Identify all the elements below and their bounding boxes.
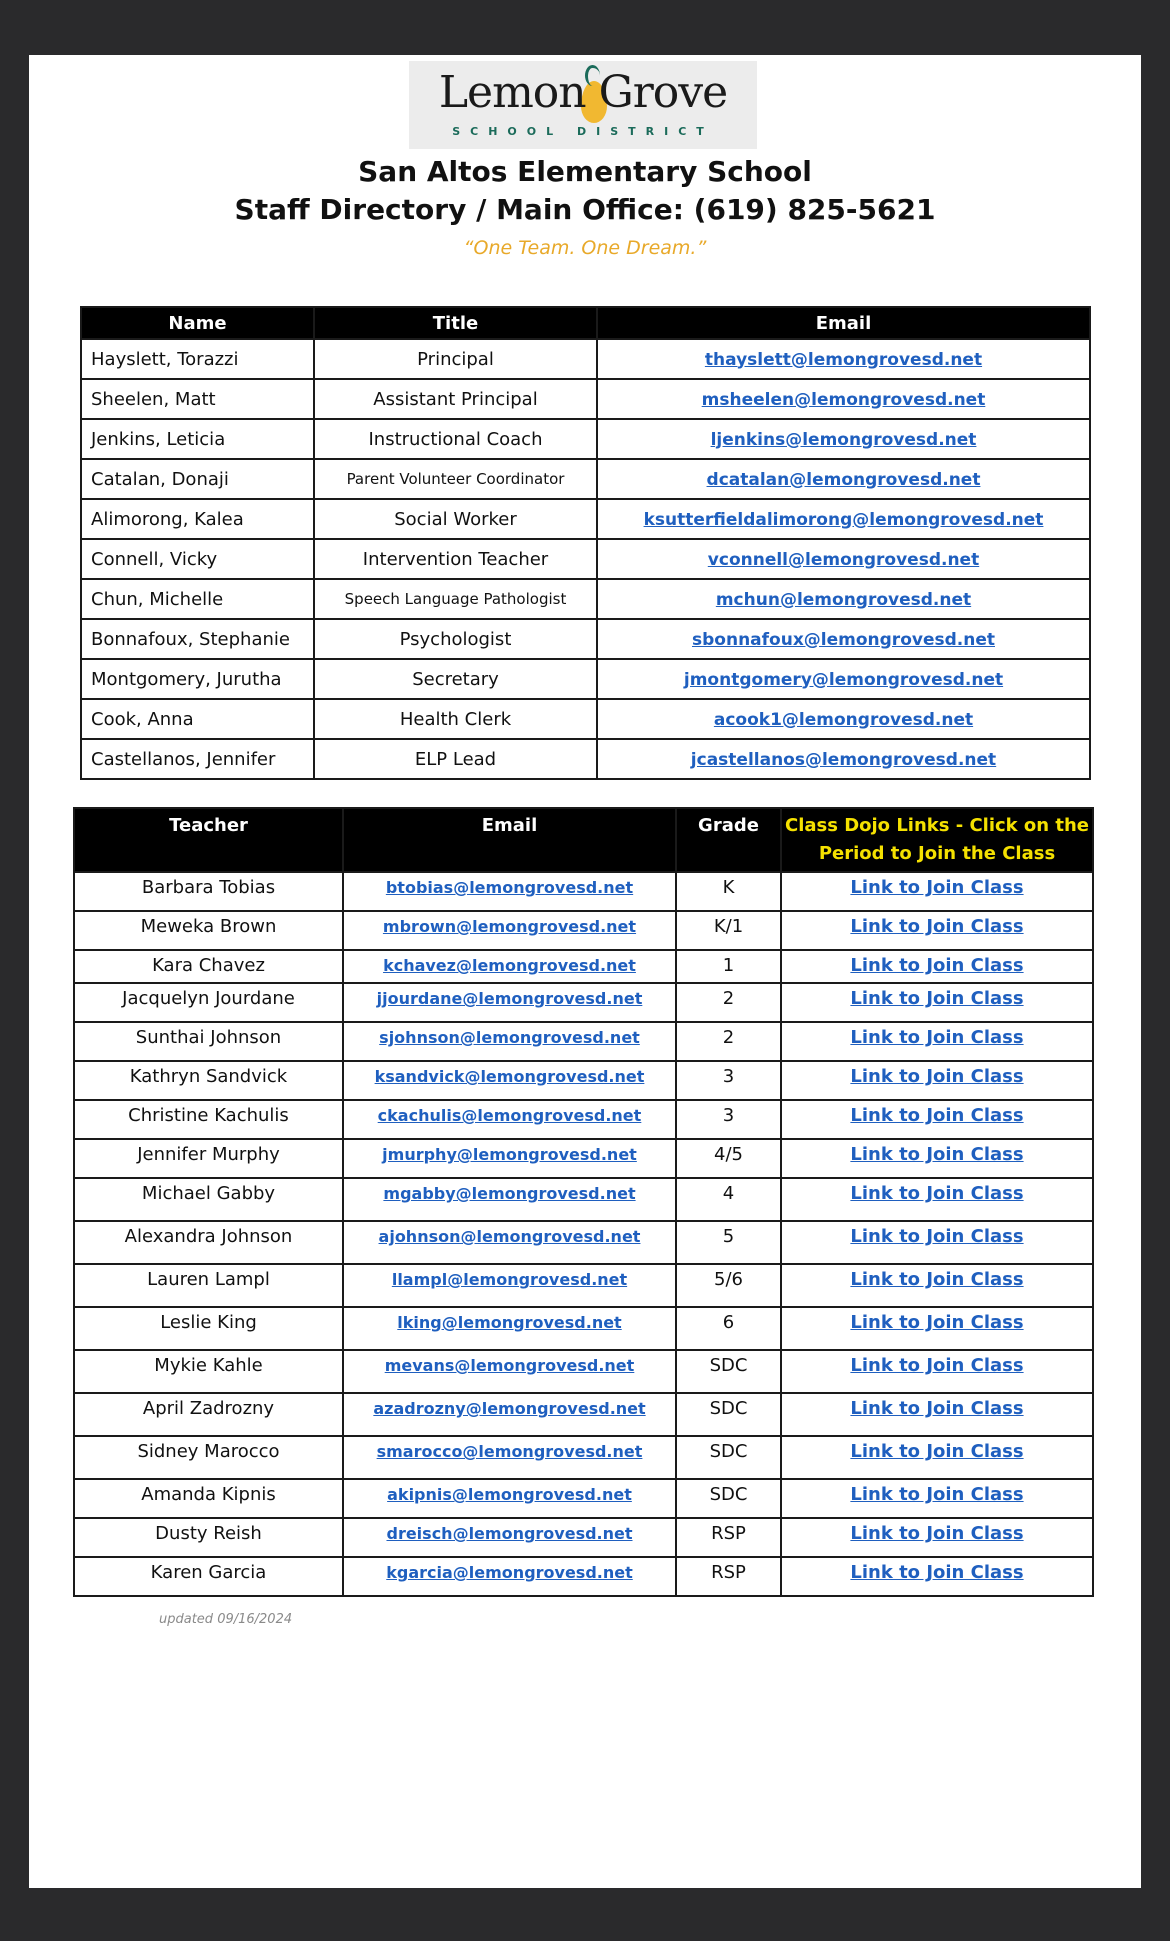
staff-name: Connell, Vicky	[81, 539, 314, 579]
teacher-grade: RSP	[676, 1557, 781, 1596]
email-link[interactable]: jjourdane@lemongrovesd.net	[376, 989, 643, 1008]
teacher-email-cell	[343, 1100, 676, 1139]
staff-header-row	[81, 307, 1090, 339]
teacher-email-cell	[343, 1350, 676, 1393]
teacher-name: Christine Kachulis	[74, 1100, 343, 1139]
dojo-link-cell	[781, 1350, 1093, 1393]
teacher-email-cell	[343, 1139, 676, 1178]
table-row	[74, 1221, 1093, 1264]
staff-name: Hayslett, Torazzi	[81, 339, 314, 379]
teacher-name: Karen Garcia	[74, 1557, 343, 1596]
email-link[interactable]: dcatalan@lemongrovesd.net	[706, 469, 981, 490]
table-row	[81, 499, 1090, 539]
teacher-grade: SDC	[676, 1479, 781, 1518]
table-row	[74, 1264, 1093, 1307]
staff-title: Social Worker	[314, 499, 597, 539]
staff-title: Principal	[314, 339, 597, 379]
join-class-link[interactable]: Link to Join Class	[850, 988, 1024, 1009]
table-row	[74, 1100, 1093, 1139]
directory-title: Staff Directory / Main Office: (619) 825-5621	[234, 193, 936, 226]
teacher-name: Sidney Marocco	[74, 1436, 343, 1479]
staff-title: ELP Lead	[314, 739, 597, 779]
staff-name: Chun, Michelle	[81, 579, 314, 619]
staff-table	[80, 306, 1091, 780]
logo-wordmark: Lemon Grove	[438, 67, 728, 118]
staff-title: Parent Volunteer Coordinator	[314, 459, 597, 499]
table-row	[81, 419, 1090, 459]
table-row	[81, 579, 1090, 619]
dojo-link-cell	[781, 872, 1093, 911]
teacher-email-cell	[343, 1557, 676, 1596]
teacher-email-cell	[343, 1307, 676, 1350]
email-link[interactable]: btobias@lemongrovesd.net	[385, 878, 634, 897]
teacher-grade: 3	[676, 1061, 781, 1100]
staff-title: Intervention Teacher	[314, 539, 597, 579]
teacher-grade: 4	[676, 1178, 781, 1221]
table-row	[74, 872, 1093, 911]
staff-name: Sheelen, Matt	[81, 379, 314, 419]
join-class-link[interactable]: Link to Join Class	[850, 1441, 1024, 1462]
join-class-link[interactable]: Link to Join Class	[850, 1398, 1024, 1419]
dojo-link-cell	[781, 1264, 1093, 1307]
teacher-grade: SDC	[676, 1436, 781, 1479]
teacher-email-cell	[343, 1393, 676, 1436]
staff-title: Psychologist	[314, 619, 597, 659]
teacher-email-cell	[343, 1061, 676, 1100]
join-class-link[interactable]: Link to Join Class	[850, 1027, 1024, 1048]
staff-email-cell	[597, 379, 1090, 419]
staff-email-cell	[597, 499, 1090, 539]
email-link[interactable]: ksutterfieldalimorong@lemongrovesd.net	[643, 509, 1044, 530]
join-class-link[interactable]: Link to Join Class	[850, 1484, 1024, 1505]
dojo-link-cell	[781, 1479, 1093, 1518]
teacher-name: Sunthai Johnson	[74, 1022, 343, 1061]
dojo-link-cell	[781, 983, 1093, 1022]
staff-email-cell	[597, 339, 1090, 379]
teacher-grade: 1	[676, 950, 781, 983]
join-class-link[interactable]: Link to Join Class	[850, 1355, 1024, 1376]
email-link[interactable]: sjohnson@lemongrovesd.net	[379, 1028, 640, 1047]
join-class-link[interactable]: Link to Join Class	[850, 1144, 1024, 1165]
email-link[interactable]: llampl@lemongrovesd.net	[391, 1270, 628, 1289]
table-row	[81, 659, 1090, 699]
email-link[interactable]: ajohnson@lemongrovesd.net	[378, 1227, 641, 1246]
staff-name: Bonnafoux, Stephanie	[81, 619, 314, 659]
dojo-link-cell	[781, 1139, 1093, 1178]
table-row	[81, 379, 1090, 419]
staff-name: Cook, Anna	[81, 699, 314, 739]
table-row	[74, 911, 1093, 950]
email-link[interactable]: mbrown@lemongrovesd.net	[382, 917, 637, 936]
teacher-header-row	[74, 808, 1093, 872]
updated-date: updated 09/16/2024	[159, 1612, 293, 1627]
table-row	[74, 1436, 1093, 1479]
email-link[interactable]: smarocco@lemongrovesd.net	[376, 1442, 643, 1461]
table-row	[81, 619, 1090, 659]
teacher-name: Michael Gabby	[74, 1178, 343, 1221]
dojo-link-cell	[781, 1061, 1093, 1100]
header-email: Email	[597, 307, 1090, 339]
email-link[interactable]: jcastellanos@lemongrovesd.net	[690, 749, 997, 770]
teacher-email-cell	[343, 1479, 676, 1518]
teacher-name: Lauren Lampl	[74, 1264, 343, 1307]
email-link[interactable]: akipnis@lemongrovesd.net	[387, 1485, 632, 1504]
staff-email-cell	[597, 659, 1090, 699]
dojo-link-cell	[781, 1178, 1093, 1221]
dojo-link-cell	[781, 1100, 1093, 1139]
teacher-name: Alexandra Johnson	[74, 1221, 343, 1264]
district-logo	[409, 61, 757, 149]
table-row	[74, 1479, 1093, 1518]
table-row	[74, 1022, 1093, 1061]
teacher-grade: SDC	[676, 1350, 781, 1393]
email-link[interactable]: acook1@lemongrovesd.net	[713, 709, 974, 730]
teacher-grade: SDC	[676, 1393, 781, 1436]
join-class-link[interactable]: Link to Join Class	[850, 1312, 1024, 1333]
table-row	[81, 739, 1090, 779]
email-link[interactable]: jmurphy@lemongrovesd.net	[382, 1145, 637, 1164]
teacher-name: Barbara Tobias	[74, 872, 343, 911]
staff-title: Health Clerk	[314, 699, 597, 739]
join-class-link[interactable]: Link to Join Class	[850, 1523, 1024, 1544]
table-row	[81, 699, 1090, 739]
staff-email-cell	[597, 419, 1090, 459]
staff-email-cell	[597, 619, 1090, 659]
header-dojo-links: Class Dojo Links - Click on the Period to Join the Class	[781, 808, 1093, 872]
teacher-grade: RSP	[676, 1518, 781, 1557]
table-row	[74, 1557, 1093, 1596]
email-link[interactable]: dreisch@lemongrovesd.net	[386, 1524, 633, 1543]
staff-email-cell	[597, 699, 1090, 739]
table-row	[74, 1393, 1093, 1436]
email-link[interactable]: jmontgomery@lemongrovesd.net	[683, 669, 1004, 690]
dojo-link-cell	[781, 911, 1093, 950]
table-row	[74, 1061, 1093, 1100]
dojo-link-cell	[781, 1221, 1093, 1264]
teacher-grade: 5	[676, 1221, 781, 1264]
teacher-grade: 3	[676, 1100, 781, 1139]
staff-title: Assistant Principal	[314, 379, 597, 419]
email-link[interactable]: lking@lemongrovesd.net	[397, 1313, 622, 1332]
join-class-link[interactable]: Link to Join Class	[850, 1269, 1024, 1290]
dojo-link-cell	[781, 1518, 1093, 1557]
table-row	[74, 1178, 1093, 1221]
dojo-link-cell	[781, 950, 1093, 983]
staff-title: Speech Language Pathologist	[314, 579, 597, 619]
teacher-email-cell	[343, 1221, 676, 1264]
staff-name: Catalan, Donaji	[81, 459, 314, 499]
teacher-email-cell	[343, 1518, 676, 1557]
teacher-name: Leslie King	[74, 1307, 343, 1350]
header-title: Title	[314, 307, 597, 339]
logo-subtitle: SCHOOL DISTRICT	[452, 125, 714, 138]
teacher-name: Kathryn Sandvick	[74, 1061, 343, 1100]
table-row	[74, 950, 1093, 983]
teacher-grade: 4/5	[676, 1139, 781, 1178]
teacher-table	[73, 807, 1094, 1597]
dojo-link-cell	[781, 1393, 1093, 1436]
join-class-link[interactable]: Link to Join Class	[850, 955, 1024, 976]
teacher-email-cell	[343, 872, 676, 911]
school-name: San Altos Elementary School	[358, 155, 812, 188]
join-class-link[interactable]: Link to Join Class	[850, 1105, 1024, 1126]
teacher-name: April Zadrozny	[74, 1393, 343, 1436]
email-link[interactable]: vconnell@lemongrovesd.net	[707, 549, 980, 570]
staff-name: Jenkins, Leticia	[81, 419, 314, 459]
teacher-name: Kara Chavez	[74, 950, 343, 983]
join-class-link[interactable]: Link to Join Class	[850, 1226, 1024, 1247]
staff-name: Montgomery, Jurutha	[81, 659, 314, 699]
table-row	[74, 1350, 1093, 1393]
email-link[interactable]: kgarcia@lemongrovesd.net	[386, 1563, 633, 1582]
join-class-link[interactable]: Link to Join Class	[850, 1562, 1024, 1583]
table-row	[81, 459, 1090, 499]
teacher-name: Amanda Kipnis	[74, 1479, 343, 1518]
teacher-name: Mykie Kahle	[74, 1350, 343, 1393]
join-class-link[interactable]: Link to Join Class	[850, 1183, 1024, 1204]
staff-email-cell	[597, 539, 1090, 579]
staff-email-cell	[597, 739, 1090, 779]
teacher-name: Jennifer Murphy	[74, 1139, 343, 1178]
header-name: Name	[81, 307, 314, 339]
join-class-link[interactable]: Link to Join Class	[850, 1066, 1024, 1087]
teacher-email-cell	[343, 1436, 676, 1479]
email-link[interactable]: mgabby@lemongrovesd.net	[383, 1184, 636, 1203]
dojo-link-cell	[781, 1557, 1093, 1596]
table-row	[74, 1139, 1093, 1178]
dojo-link-cell	[781, 1436, 1093, 1479]
dojo-link-cell	[781, 1022, 1093, 1061]
teacher-name: Dusty Reish	[74, 1518, 343, 1557]
teacher-email-cell	[343, 1264, 676, 1307]
table-row	[74, 1518, 1093, 1557]
staff-title: Instructional Coach	[314, 419, 597, 459]
header-email: Email	[343, 808, 676, 872]
email-link[interactable]: ckachulis@lemongrovesd.net	[377, 1106, 642, 1125]
staff-email-cell	[597, 459, 1090, 499]
document-page	[29, 55, 1141, 1888]
teacher-email-cell	[343, 1022, 676, 1061]
staff-name: Alimorong, Kalea	[81, 499, 314, 539]
teacher-name: Jacquelyn Jourdane	[74, 983, 343, 1022]
teacher-grade: K	[676, 872, 781, 911]
table-row	[74, 983, 1093, 1022]
teacher-grade: K/1	[676, 911, 781, 950]
teacher-email-cell	[343, 950, 676, 983]
header-grade: Grade	[676, 808, 781, 872]
email-link[interactable]: ksandvick@lemongrovesd.net	[374, 1067, 645, 1086]
dojo-link-cell	[781, 1307, 1093, 1350]
table-row	[74, 1307, 1093, 1350]
email-link[interactable]: ljenkins@lemongrovesd.net	[710, 429, 977, 450]
staff-title: Secretary	[314, 659, 597, 699]
teacher-email-cell	[343, 911, 676, 950]
staff-name: Castellanos, Jennifer	[81, 739, 314, 779]
email-link[interactable]: azadrozny@lemongrovesd.net	[373, 1399, 646, 1418]
join-class-link[interactable]: Link to Join Class	[850, 877, 1024, 898]
teacher-grade: 5/6	[676, 1264, 781, 1307]
teacher-email-cell	[343, 983, 676, 1022]
email-link[interactable]: mevans@lemongrovesd.net	[384, 1356, 635, 1375]
email-link[interactable]: thayslett@lemongrovesd.net	[704, 349, 983, 370]
teacher-email-cell	[343, 1178, 676, 1221]
table-row	[81, 539, 1090, 579]
teacher-grade: 2	[676, 1022, 781, 1061]
email-link[interactable]: msheelen@lemongrovesd.net	[701, 389, 986, 410]
teacher-grade: 6	[676, 1307, 781, 1350]
staff-email-cell	[597, 579, 1090, 619]
join-class-link[interactable]: Link to Join Class	[850, 916, 1024, 937]
email-link[interactable]: mchun@lemongrovesd.net	[715, 589, 972, 610]
header-teacher: Teacher	[74, 808, 343, 872]
teacher-grade: 2	[676, 983, 781, 1022]
email-link[interactable]: kchavez@lemongrovesd.net	[383, 956, 636, 975]
email-link[interactable]: sbonnafoux@lemongrovesd.net	[692, 629, 995, 650]
motto: “One Team. One Dream.”	[463, 237, 707, 259]
table-row	[81, 339, 1090, 379]
teacher-name: Meweka Brown	[74, 911, 343, 950]
